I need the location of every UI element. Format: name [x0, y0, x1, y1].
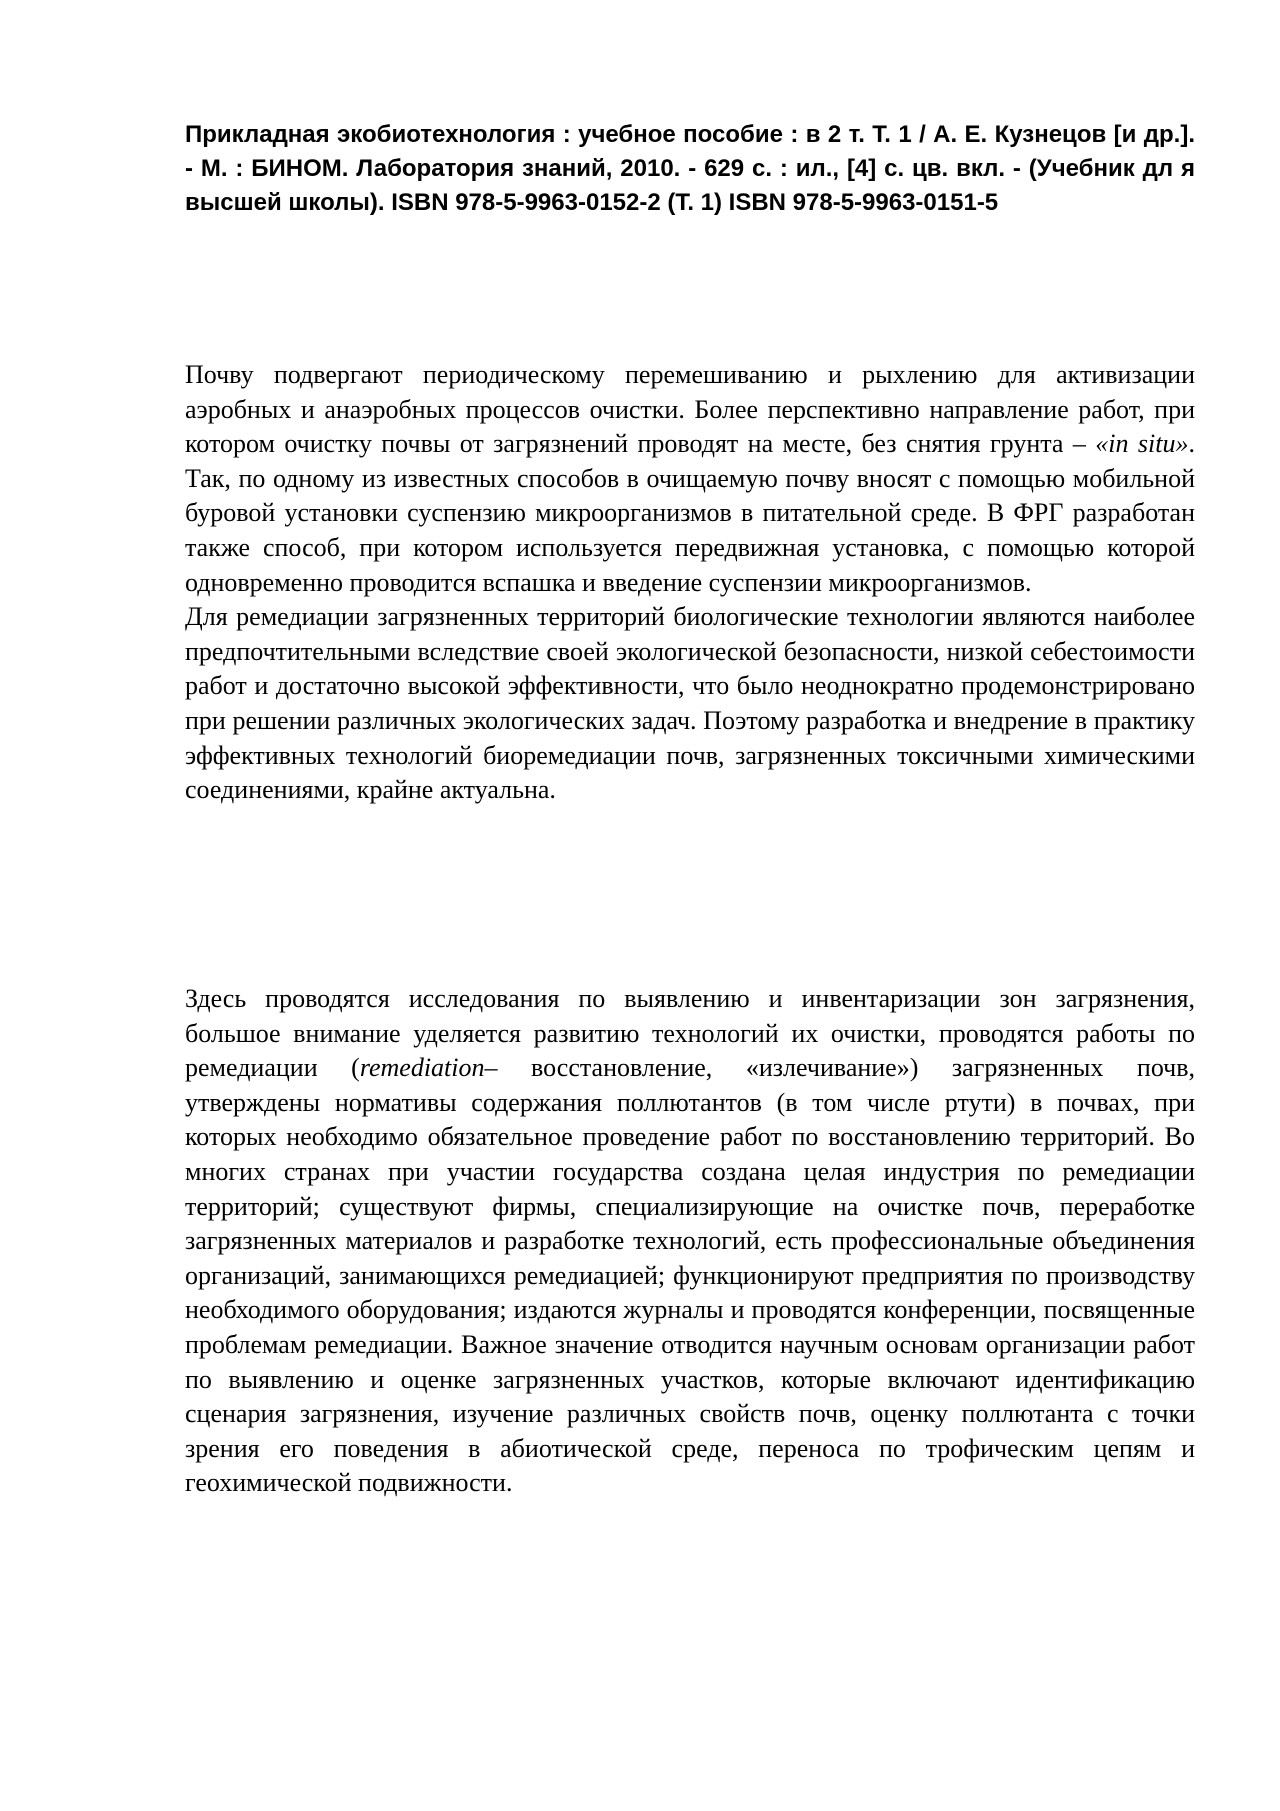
paragraph-remediation-part2: – восстановление, «излечивание») загрязненных почв, утверждены нормативы содержания поллютантов (в том числе ртути) в почвах, при которых необходимо обязательное проведение работ по восстановлению территорий. Во многих странах при участии государства создана целая индустрия по ремедиации территорий; существуют фирмы, специализирующие на очистке почв, переработке загрязненных материалов и разработке технологий, есть профессиональные объединения организаций, занимающихся ремедиацией; функционируют предприятия по производству необходимого оборудования; издаются журналы и проводятся конференции, посвященные проблемам ремедиации. Важное значение отводится научным основам организации работ по выявлению и оценке загрязненных участков, которые включают идентификацию сценария загрязнения, изучение различных свойств почв, оценку поллютанта с точки зрения его поведения в абиотической среде, переноса по трофическим цепям и геохимической подвижности. — [185, 1053, 1195, 1498]
text-block-remediation — [185, 982, 1195, 1501]
paragraph-in-situ-part2: . Так, по одному из известных способов в очищаемую почву вносят с помощью мобильной буровой установки суспензию микроорганизмов в питательной среде. В ФРГ разработан также способ, при котором используется передвижная установка, с помощью которой одновременно проводится вспашка и введение суспензии микроорганизмов. — [185, 429, 1195, 597]
paragraph-in-situ-italic: «in situ» — [1095, 429, 1189, 459]
paragraph-remediation-italic: remediation — [359, 1053, 485, 1083]
paragraph-bioremediation: Для ремедиации загрязненных территорий биологические технологии являются наиболее предпочтительными вследствие своей экологической безопасности, низкой себестоимости работ и достаточно высокой эффективности, что было неоднократно продемонстрировано при решении различных экологических задач. Поэтому разработка и внедрение в практику эффективных технологий биоремедиации почв, загрязненных токсичными химическими соединениями, крайне актуальна. — [185, 602, 1195, 805]
text-block-soil-treatment — [185, 358, 1195, 808]
bibliographic-citation: Прикладная экобиотехнология : учебное пособие : в 2 т. Т. 1 / А. Е. Кузнецов [и др.]. - М. : БИНОМ. Лаборатория знаний, 2010. - 629 с. : ил., [4] с. цв. вкл. - (Учебник дл я высшей школы). ISBN 978-5-9963-0152-2 (Т. 1) ISBN 978-5-9963-0151-5 — [185, 121, 1195, 216]
paragraph-remediation — [185, 982, 1195, 1501]
paragraph-in-situ-part1: Почву подвергают периодическому перемешиванию и рыхлению для активизации аэробных и анаэробных процессов очистки. Более перспективно направление работ, при котором очистку почвы от загрязнений проводят на месте, без снятия грунта – — [185, 360, 1195, 459]
paragraph-in-situ — [185, 358, 1195, 600]
paragraph-remediation-part1: Здесь проводятся исследования по выявлению и инвентаризации зон загрязнения, большое внимание уделяется развитию технологий их очистки, проводятся работы по ремедиации ( — [185, 984, 1195, 1083]
